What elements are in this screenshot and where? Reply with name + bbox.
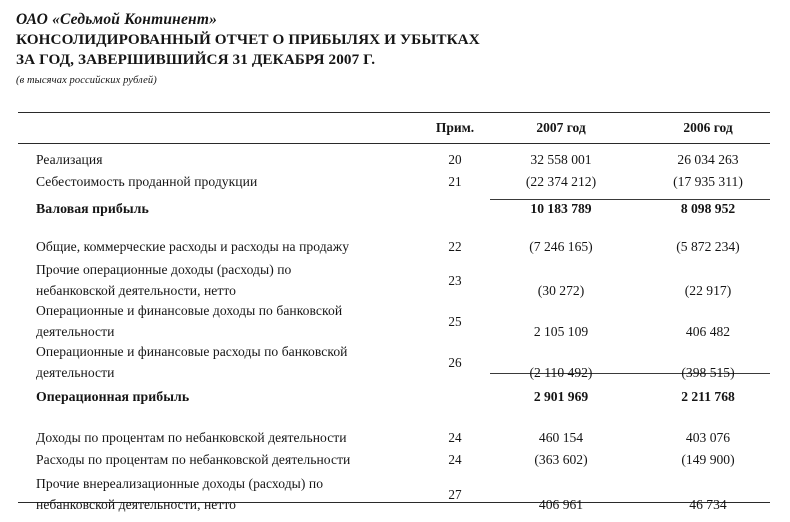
row-note-number: 23 — [448, 273, 462, 288]
row-value-2006: (5 872 234) — [676, 239, 740, 254]
row-value-2007: (2 110 492) — [529, 365, 593, 380]
row-label — [36, 342, 428, 383]
row-value-2006: 403 076 — [685, 430, 731, 445]
column-header-2006: 2006 год — [683, 120, 733, 135]
column-header-2007: 2007 год — [536, 120, 586, 135]
row-note-number: 22 — [448, 239, 462, 254]
row-label: Расходы по процентам по небанковской деятельности — [36, 452, 351, 467]
table-row-subtotal — [0, 387, 790, 411]
row-note-number: 24 — [448, 452, 462, 467]
row-value-2006: 26 034 263 — [677, 152, 739, 167]
document-heading — [16, 10, 756, 87]
table-row — [0, 428, 790, 450]
row-value-2007: 2 901 969 — [533, 389, 589, 404]
row-value-2007: 460 154 — [538, 430, 584, 445]
row-label — [36, 260, 428, 301]
row-value-2006: (149 900) — [681, 452, 735, 467]
table-row — [0, 237, 790, 260]
row-label: Себестоимость проданной продукции — [36, 174, 258, 189]
table-row — [0, 172, 790, 199]
table-row — [0, 260, 790, 301]
row-value-2006: 406 482 — [685, 324, 731, 339]
row-value-2007: 2 105 109 — [533, 324, 589, 339]
row-note-number: 24 — [448, 430, 462, 445]
row-label-line-2: деятельности — [36, 364, 115, 380]
column-header-note: Прим. — [435, 120, 475, 135]
table-top-rule — [18, 112, 770, 113]
table-row — [0, 474, 790, 518]
row-label: Реализация — [36, 152, 103, 167]
table-row — [0, 150, 790, 172]
row-value-2007: 406 961 — [538, 497, 584, 512]
row-label: Валовая прибыль — [36, 201, 149, 216]
row-note-number: 26 — [448, 355, 462, 370]
row-value-2006: (398 515) — [681, 365, 735, 380]
row-value-2007: (7 246 165) — [529, 239, 593, 254]
table-body — [0, 150, 790, 518]
row-label-line-2: небанковской деятельности, нетто — [36, 282, 237, 298]
row-value-2007: (363 602) — [534, 452, 588, 467]
company-name: ОАО «Седьмой Континент» — [16, 11, 218, 28]
units-note: (в тысячах российских рублей) — [16, 74, 157, 86]
row-note-number: 21 — [448, 174, 462, 189]
row-label — [36, 301, 428, 342]
row-value-2006: 8 098 952 — [680, 201, 736, 216]
row-label-line-2: деятельности — [36, 323, 115, 339]
row-value-2006: 46 734 — [689, 497, 727, 512]
table-row — [0, 342, 790, 387]
row-label: Операционная прибыль — [36, 389, 190, 404]
row-value-2006: 2 211 768 — [681, 389, 735, 404]
row-label: Доходы по процентам по небанковской деятельности — [36, 430, 347, 445]
table-row — [0, 450, 790, 474]
row-label-line-1: Операционные и финансовые доходы по банковской — [36, 303, 343, 318]
row-label-line-1: Операционные и финансовые расходы по банковской — [36, 344, 348, 359]
report-title-line-1: КОНСОЛИДИРОВАННЫЙ ОТЧЕТ О ПРИБЫЛЯХ И УБЫТКАХ — [16, 31, 480, 49]
row-note-number: 20 — [448, 152, 462, 167]
section-spacer — [0, 411, 790, 428]
row-note-number: 27 — [448, 487, 462, 502]
row-label-line-1: Прочие внереализационные доходы (расходы) по — [36, 476, 324, 491]
header-bottom-rule — [18, 143, 770, 144]
row-label — [36, 474, 428, 515]
row-label-line-1: Прочие операционные доходы (расходы) по — [36, 262, 292, 277]
row-value-2007: 10 183 789 — [530, 201, 592, 216]
row-value-2006: (22 917) — [684, 283, 732, 298]
row-label-line-2: небанковской деятельности, нетто — [36, 496, 237, 512]
row-label: Общие, коммерческие расходы и расходы на продажу — [36, 239, 350, 254]
row-value-2007: (22 374 212) — [525, 174, 597, 189]
row-value-2007: (30 272) — [537, 283, 585, 298]
table-row-subtotal — [0, 199, 790, 223]
report-title-line-2: ЗА ГОД, ЗАВЕРШИВШИЙСЯ 31 ДЕКАБРЯ 2007 Г. — [16, 51, 376, 69]
row-value-2006: (17 935 311) — [673, 174, 743, 189]
section-spacer — [0, 223, 790, 237]
row-note-number: 25 — [448, 314, 462, 329]
table-column-headers — [0, 120, 790, 140]
row-value-2007: 32 558 001 — [530, 152, 592, 167]
table-row — [0, 301, 790, 342]
